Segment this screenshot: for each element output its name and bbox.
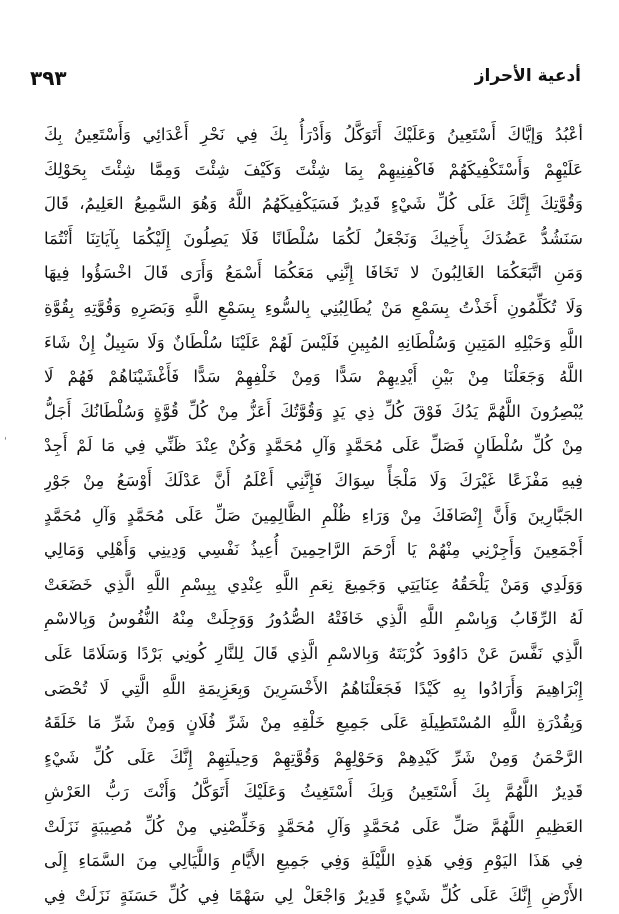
text-line: لَهُ الرِّقَابُ وَبِاسْمِ اللَّهِ الَّذِي خَافَتْهُ الصُّدُورُ وَوَجِلَتْ مِنْهُ النُّفُوسُ وَبِالاسْمِ [44,609,583,629]
text-line: وَمَنِ اتَّبَعَكُمَا الغَالِبُونَ لا تَخَافَا إِنَّنِي مَعَكُمَا أَسْمَعُ وَأَرَى قَالَ اخْسَؤُوا فِيهَا [44,263,583,283]
text-line: فِي هَذَا اليَوْمِ وَفِي هَذِهِ اللَّيْلَةِ وَفِي جَمِيعِ الأَيَّامِ وَاللَّيَالِي مِنَ السَّمَاءِ إِلَى [44,851,583,871]
text-line: وَوَلَدِي وَمَنْ يَلْحَقُهُ عِنَايَتِي وَجَمِيعَ نِعَمِ اللَّهِ عِنْدِي بِبِسْمِ اللَّهِ الَّذِي خَضَعَتْ [44,574,583,594]
text-line: فِيهِ مَفْزَعًا غَيْرَكَ وَلَا مَلْجَأً سِوَاكَ فَإِنَّنِي أَعْلَمُ أَنَّ عَدْلَكَ أَوْسَعُ مِنْ جَوْرِ [44,470,583,490]
text-line: الأَرْضِ إِنَّكَ عَلَى كُلِّ شَيْءٍ قَدِيرٌ وَاجْعَلْ لِي سَهْمًا فِي كُلِّ حَسَنَةٍ نَزَلَتْ فِي [44,886,583,906]
text-line: الرَّحْمَنُ وَمِنْ شَرِّ كَيْدِهِمْ وَحَوْلِهِمْ وَقُوَّتِهِمْ وَحِيلَتِهِمْ إِنَّكَ عَلَى كُلِّ شَيْءٍ [44,747,583,767]
text-line: اللَّهُ وَجَعَلْنَا مِنْ بَيْنِ أَيْدِيهِمْ سَدًّا وَمِنْ خَلْفِهِمْ سَدًّا فَأَغْشَيْنَاهُمْ فَهُمْ لَا [44,367,583,387]
text-line: أعْبُدُ وَإيَّاكَ أَسْتَعِينُ وَعَلَيْكَ أَتَوَكَّلُ وَأَدْرَأُ بِكَ فِي نَحْرِ أَعْدَائِي وَأَسْتَعِينُ بِكَ [44,125,583,144]
margin-mark: ' [4,436,7,447]
text-line: العَظِيمِ اللَّهُمَّ صَلِّ عَلَى مُحَمَّدٍ وَآلِ مُحَمَّدٍ وَخَلِّصْنِي مِنْ كُلِّ مُصِيبَةٍ نَزَلَتْ [44,816,583,836]
text-line: وَبِقُدْرَةِ اللَّهِ المُسْتَطِيلَةِ عَلَى جَمِيعِ خَلْقِهِ مِنْ شَرِّ فُلَانٍ وَمِنْ شَرِّ مَا خَلَقَهُ [44,713,583,733]
text-line: يُبْصِرُونَ اللَّهُمَّ يَدُكَ فَوْقَ كُلِّ ذِي يَدٍ وَقُوَّتُكَ أَعَزُّ مِنْ كُلِّ قُوَّةٍ وَسُلْطَانُكَ أَجَلُّ [44,401,583,421]
text-line: اللَّهِ وَحَبْلِهِ المَتِينِ وَسُلْطَانِهِ المُبِينِ فَلَيْسَ لَهُمْ عَلَيْنَا سُلْطَانٌ وَلَا سَبِيلٌ إِنْ شَاءَ [44,332,583,352]
text-line: وَلَا تُكَلِّمُونِ أَخَذْتُ بِسَمْعِ مَنْ يُطَالِبُنِي بِالسُّوءِ بِسَمْعِ اللَّهِ وَبَصَرِهِ وَقُوَّتِهِ بِقُوَّةِ [44,297,583,317]
text-line: إِبْرَاهِيمَ وَأَرَادُوا بِهِ كَيْدًا فَجَعَلْنَاهُمُ الأَخْسَرِينَ وَبِعَزِيمَةِ اللَّهِ الَّتِي لَا تُحْصَى [44,678,583,698]
text-line: وَقُوَّتِكَ إِنَّكَ عَلَى كُلِّ شَيْءٍ قَدِيرٌ فَسَيَكْفِيكَهُمُ اللَّهُ وَهُوَ السَّمِيعُ العَلِيمُ، قَالَ [44,194,583,214]
text-line: الجَبَّارِينَ وَأَنَّ إِنْصَافَكَ مِنْ وَرَاءِ ظُلْمِ الظَّالِمِينَ صَلِّ عَلَى مُحَمَّدٍ وَآلِ مُحَمَّدٍ [44,505,583,525]
text-line: أَجْمَعِينَ وَأَجِرْنِي مِنْهُمْ يَا أَرْحَمَ الرَّاحِمِينَ أُعِيذُ نَفْسِي وَدِينِي وَأَهْلِي وَمَالِي [44,540,583,560]
text-line: مِنْ كُلِّ سُلْطَانٍ فَصَلِّ عَلَى مُحَمَّدٍ وَآلِ مُحَمَّدٍ وَكُنْ عِنْدَ ظَنِّي فِي مَا لَمْ أَجِدْ [44,436,583,456]
text-line: عَلَيْهِمْ وَأَسْتَكْفِيكَهُمْ فَاكْفِنِيهِمْ بِمَا شِئْتَ وَكَيْفَ شِئْتَ وَمِمَّا شِئْتَ بِحَوْلِكَ [44,159,583,179]
running-title: أدعية الأحراز [474,66,581,86]
text-line: سَنَشُدُّ عَضُدَكَ بِأَخِيكَ وَنَجْعَلُ لَكُمَا سُلْطَانًا فَلَا يَصِلُونَ إِلَيْكُمَا بِآيَاتِنَا أَنْتُمَا [44,228,583,248]
text-line: قَدِيرٌ اللَّهُمَّ بِكَ أَسْتَعِينُ وَبِكَ أَسْتَغِيثُ وَعَلَيْكَ أَتَوَكَّلُ وَأَنْتَ رَبُّ العَرْشِ [44,782,583,802]
running-header [30,62,581,92]
page-number: ٣٩٣ [30,66,67,90]
prayer-text-block [44,118,583,914]
text-line: الَّذِي نَفَّسَ عَنْ دَاوُودَ كُرْبَتَهُ وَبِالاسْمِ الَّذِي قَالَ لِلنَّارِ كُونِي بَرْدًا وَسَلَامًا عَلَى [44,643,583,663]
